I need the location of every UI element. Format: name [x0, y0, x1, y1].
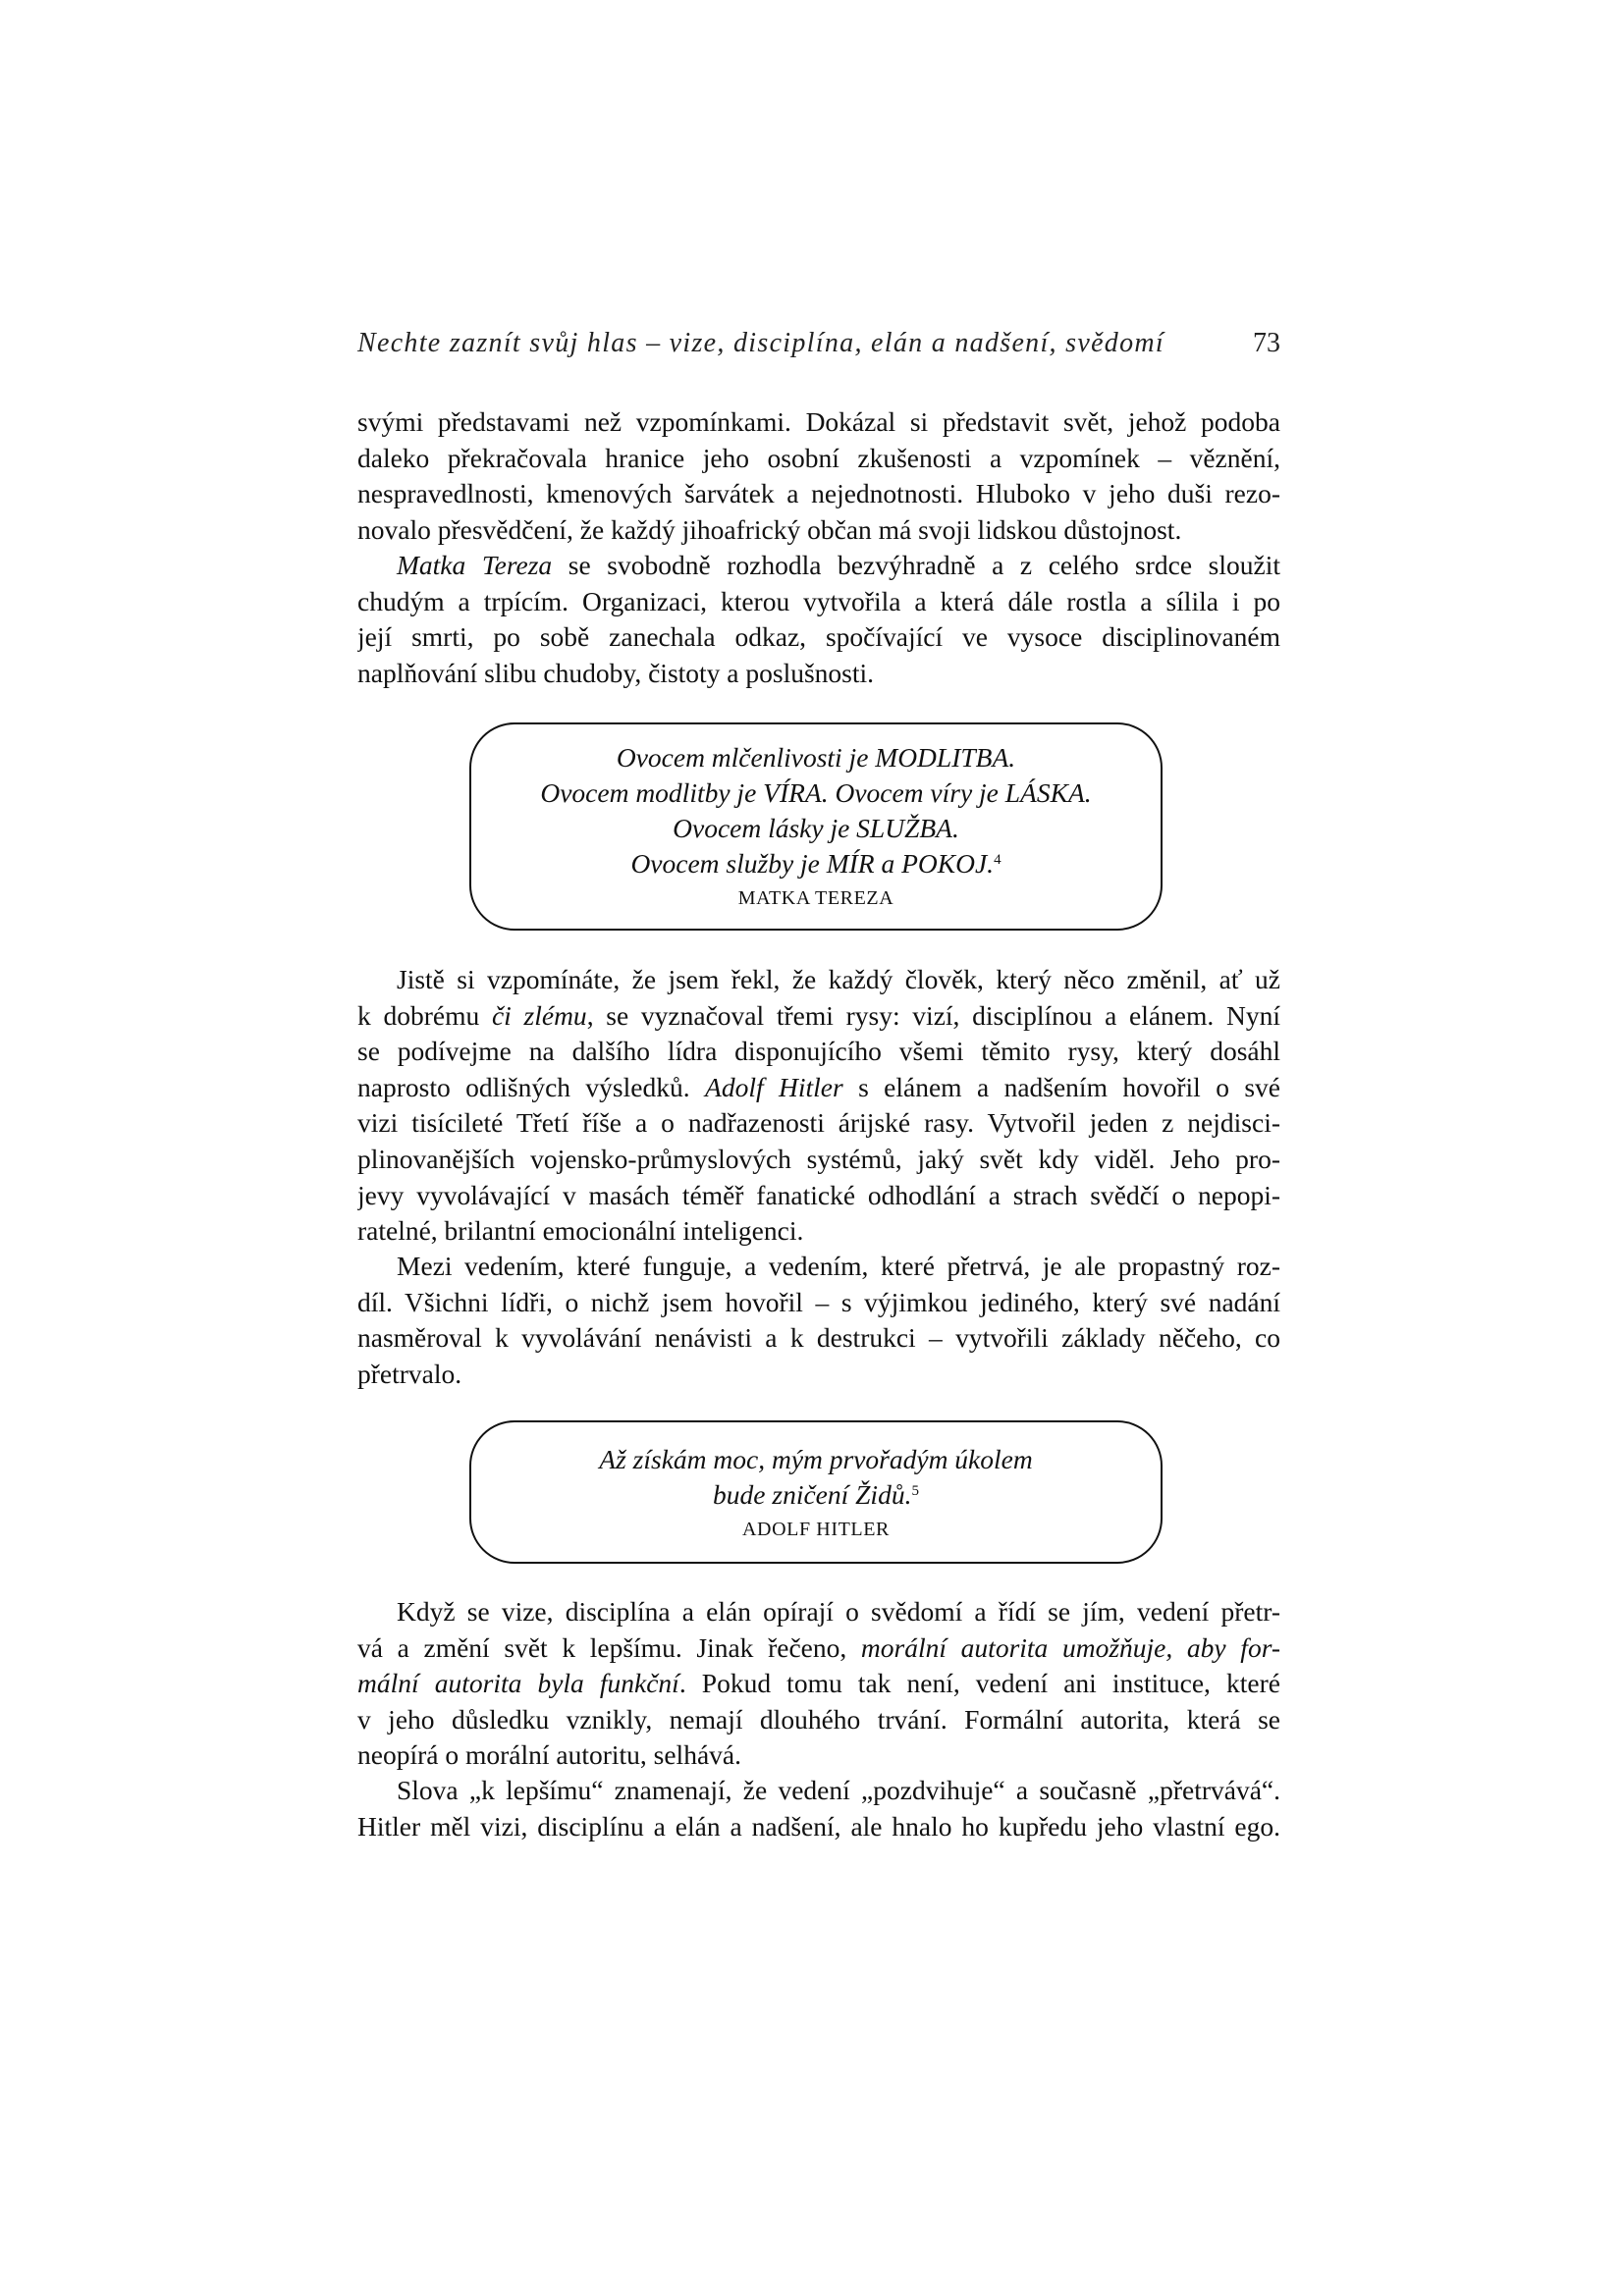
text-line — [357, 1630, 1280, 1667]
text-line: Když se vize, disciplína a elán opírají o svědomí a řídí se jím, vedení přetr- — [397, 1596, 1280, 1627]
quote-box-adolf-hitler — [469, 1420, 1163, 1564]
text-line: díl. Všichni lídři, o nichž jsem hovořil – s výjimkou jediného, který své nadání — [357, 1286, 1280, 1317]
footnote-marker: 4 — [994, 852, 1001, 868]
paragraph-leadership — [357, 1249, 1280, 1392]
text-span: vá a změní svět k lepšímu. Jinak řečeno, — [357, 1631, 861, 1663]
text-line: neopírá o morální autoritu, selhává. — [357, 1739, 741, 1771]
text-line: Mezi vedením, které funguje, a vedením, které přetrvá, je ale propastný roz- — [397, 1251, 1280, 1281]
paragraph-matka-tereza — [357, 548, 1280, 691]
text-line: daleko překračovala hranice jeho osobní zkušenosti a vzpomínek – věznění, — [357, 442, 1280, 473]
running-title: Nechte zaznít svůj hlas – vize, disciplína, elán a nadšení, svědomí — [357, 328, 1165, 358]
text-line: chudým a trpícím. Organizaci, kterou vytvořila a která dále rostla a sílila i po — [357, 585, 1280, 616]
running-head — [357, 328, 1280, 359]
quote-author: MATKA TEREZA — [737, 887, 894, 909]
emphasis-text: morální autorita umožňuje, aby for- — [860, 1631, 1280, 1663]
text-line — [357, 1070, 1280, 1106]
paragraph-k-lepsimu — [357, 1773, 1280, 1844]
text-line — [357, 548, 1280, 584]
paragraph-mandela-continued — [357, 404, 1280, 548]
footnote-marker: 5 — [911, 1483, 919, 1499]
text-line: přetrvalo. — [357, 1358, 462, 1389]
paragraph-hitler — [357, 962, 1280, 1250]
quote-line: Až získám moc, mým prvořadým úkolem — [599, 1444, 1033, 1474]
emphasis-text: mální autorita byla funkční — [357, 1668, 679, 1699]
quote-text: bude zničení Židů. — [713, 1479, 912, 1510]
text-line: nespravedlnosti, kmenových šarvátek a nejednotnosti. Hluboko v jeho duši rezo- — [357, 478, 1280, 509]
text-line: svými představami než vzpomínkami. Dokázal si představit svět, jehož podoba — [357, 406, 1280, 437]
quote-line: Ovocem mlčenlivosti je MODLITBA. — [616, 742, 1016, 773]
quote-line: Ovocem modlitby je VÍRA. Ovocem víry je LÁSKA. — [540, 777, 1092, 808]
text-line: novalo přesvědčení, že každý jihoafrický občan má svoji lidskou důstojnost. — [357, 513, 1182, 545]
text-line: naplňování slibu chudoby, čistoty a poslušnosti. — [357, 657, 875, 688]
text-line: jevy vyvolávající v masách téměř fanatické odhodlání a strach svědčí o nepopi- — [357, 1179, 1280, 1210]
text-span: , se vyznačoval třemi rysy: vizí, disciplínou a elánem. Nyní — [586, 999, 1280, 1031]
emphasis-name: Adolf Hitler — [705, 1071, 843, 1102]
text-line: nasměroval k vyvolávání nenávisti a k destrukci – vytvořili základy něčeho, co — [357, 1322, 1280, 1354]
emphasis-text: či zlému — [491, 999, 587, 1031]
text-line: plinovanějších vojensko-průmyslových systémů, jaký svět kdy viděl. Jeho pro- — [357, 1143, 1280, 1174]
text-line: Hitler měl vizi, disciplínu a elán a nadšení, ale hnalo ho kupředu jeho vlastní ego. — [357, 1810, 1280, 1842]
text-line: Slova „k lepšímu“ znamenají, že vedení „pozdvihuje“ a současně „přetrvává“. — [397, 1775, 1280, 1805]
emphasis-name: Matka Tereza — [397, 550, 553, 580]
text-span: se svobodně rozhodla bezvýhradně a z celého srdce sloužit — [552, 550, 1280, 580]
text-line: se podívejme na dalšího lídra disponujícího všemi těmito rysy, který dosáhl — [357, 1036, 1280, 1067]
text-span: . Pokud tomu tak není, vedení ani instituce, které — [678, 1668, 1280, 1699]
text-line — [357, 998, 1280, 1035]
text-span: s elánem a nadšením hovořil o své — [842, 1071, 1280, 1102]
text-line: ratelné, brilantní emocionální inteligenci. — [357, 1215, 804, 1247]
quote-author: ADOLF HITLER — [742, 1519, 890, 1540]
text-line: v jeho důsledku vznikly, nemají dlouhého trvání. Formální autorita, která se — [357, 1703, 1280, 1735]
quote-box-matka-tereza — [469, 722, 1163, 931]
text-line — [357, 1666, 1280, 1702]
text-line: vizi tisícileté Třetí říše a o nadřazenosti árijské rasy. Vytvořil jeden z nejdisci- — [357, 1107, 1280, 1139]
page-number: 73 — [1253, 328, 1280, 358]
paragraph-moral-authority — [357, 1594, 1280, 1774]
quote-text: Ovocem služby je MÍR a POKOJ. — [630, 848, 995, 879]
text-line: její smrti, po sobě zanechala odkaz, spočívající ve vysoce disciplinovaném — [357, 621, 1280, 653]
text-line: Jistě si vzpomínáte, že jsem řekl, že každý člověk, který něco změnil, ať už — [397, 964, 1280, 994]
quote-line: Ovocem lásky je SLUŽBA. — [673, 813, 959, 843]
quote-line — [471, 846, 1161, 881]
text-span: naprosto odlišných výsledků. — [357, 1071, 706, 1102]
text-span: k dobrému — [357, 999, 492, 1031]
quote-line — [471, 1477, 1161, 1513]
